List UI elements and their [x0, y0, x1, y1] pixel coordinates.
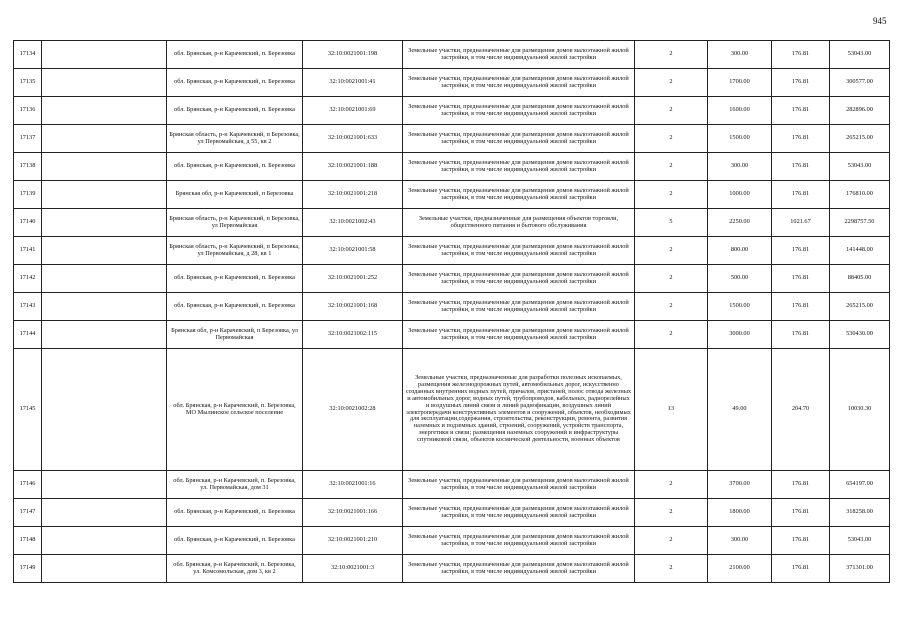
area-cell: 49.00: [708, 349, 772, 471]
address-cell: Брянская область, р-н Карачевский, п Березовка, ул Первомайская: [167, 209, 303, 237]
area-cell: 1000.00: [708, 181, 772, 209]
cadastral-number-cell: 32:10:0021002:115: [303, 321, 403, 349]
land-use-purpose-cell: Земельные участки, предназначенные для размещения домов малоэтажной жилой застройки, в том числе индивидуальной жилой застройки: [403, 97, 635, 125]
specific-value-cell: 176.81: [772, 499, 830, 527]
spacer-cell: [42, 471, 167, 499]
land-use-purpose-cell: Земельные участки, предназначенные для размещения домов малоэтажной жилой застройки, в том числе индивидуальной жилой застройки: [403, 321, 635, 349]
address-cell: обл. Брянская, р-н Карачевский, п. Березовка, ул. Комсомольская, дом 3, кв 2: [167, 555, 303, 583]
spacer-cell: [42, 97, 167, 125]
table-row: [14, 293, 890, 321]
group-number-cell: 2: [635, 41, 708, 69]
area-cell: 300.00: [708, 153, 772, 181]
area-cell: 500.00: [708, 265, 772, 293]
specific-value-cell: 176.81: [772, 97, 830, 125]
cadastral-number-cell: 32:10:0021001:58: [303, 237, 403, 265]
table-row: [14, 181, 890, 209]
row-id-cell: 17139: [14, 181, 42, 209]
table-row: [14, 69, 890, 97]
area-cell: 800.00: [708, 237, 772, 265]
group-number-cell: 2: [635, 321, 708, 349]
address-cell: обл. Брянская, р-н Карачевский, п. Березовка: [167, 69, 303, 97]
spacer-cell: [42, 41, 167, 69]
cadastral-number-cell: 32:10:0021001:252: [303, 265, 403, 293]
area-cell: 1700.00: [708, 69, 772, 97]
cadastral-value-cell: 176810.00: [830, 181, 890, 209]
cadastral-value-cell: 141448.00: [830, 237, 890, 265]
group-number-cell: 2: [635, 125, 708, 153]
area-cell: 3000.00: [708, 321, 772, 349]
table-row: [14, 237, 890, 265]
address-cell: Брянская область, р-н Карачевский, п Березовка, ул Первомайская, д 55, кв 2: [167, 125, 303, 153]
spacer-cell: [42, 181, 167, 209]
land-use-purpose-cell: Земельные участки, предназначенные для размещения домов малоэтажной жилой застройки, в том числе индивидуальной жилой застройки: [403, 153, 635, 181]
table-row: [14, 125, 890, 153]
specific-value-cell: 176.81: [772, 181, 830, 209]
specific-value-cell: 176.81: [772, 265, 830, 293]
row-id-cell: 17142: [14, 265, 42, 293]
spacer-cell: [42, 349, 167, 471]
address-cell: обл. Брянская, р-н Карачевский, п. Березовка: [167, 265, 303, 293]
group-number-cell: 5: [635, 209, 708, 237]
address-cell: обл. Брянская, р-н Карачевский, п. Березовка: [167, 527, 303, 555]
group-number-cell: 2: [635, 293, 708, 321]
address-cell: Брянская область, р-н Карачевский, п Березовка, ул Первомайская, д 28, кв 1: [167, 237, 303, 265]
cadastral-value-cell: 53043.00: [830, 41, 890, 69]
land-use-purpose-cell: Земельные участки, предназначенные для размещения домов малоэтажной жилой застройки, в том числе индивидуальной жилой застройки: [403, 527, 635, 555]
cadastral-number-cell: 32:10:0021001:69: [303, 97, 403, 125]
land-plots-table: [13, 40, 890, 583]
row-id-cell: 17143: [14, 293, 42, 321]
specific-value-cell: 1021.67: [772, 209, 830, 237]
group-number-cell: 2: [635, 237, 708, 265]
table-body: [14, 41, 890, 583]
spacer-cell: [42, 209, 167, 237]
table-row: [14, 527, 890, 555]
group-number-cell: 2: [635, 527, 708, 555]
row-id-cell: 17136: [14, 97, 42, 125]
table-row: [14, 41, 890, 69]
group-number-cell: 2: [635, 499, 708, 527]
area-cell: 1500.00: [708, 125, 772, 153]
address-cell: Брянская обл, р-н Карачевский, п Березовка: [167, 181, 303, 209]
table-row: [14, 321, 890, 349]
group-number-cell: 2: [635, 69, 708, 97]
cadastral-value-cell: 53043.00: [830, 153, 890, 181]
land-use-purpose-cell: Земельные участки, предназначенные для размещения домов малоэтажной жилой застройки, в том числе индивидуальной жилой застройки: [403, 293, 635, 321]
cadastral-value-cell: 318258.00: [830, 499, 890, 527]
group-number-cell: 13: [635, 349, 708, 471]
cadastral-number-cell: 32:10:0021001:41: [303, 69, 403, 97]
land-use-purpose-cell: Земельные участки, предназначенные для размещения домов малоэтажной жилой застройки, в том числе индивидуальной жилой застройки: [403, 499, 635, 527]
address-cell: обл. Брянская, р-н Карачевский, п. Березовка: [167, 153, 303, 181]
area-cell: 300.00: [708, 527, 772, 555]
area-cell: 2100.00: [708, 555, 772, 583]
land-use-purpose-cell: Земельные участки, предназначенные для размещения объектов торговли, общественного питания и бытового обслуживания: [403, 209, 635, 237]
cadastral-number-cell: 32:10:0021001:218: [303, 181, 403, 209]
spacer-cell: [42, 527, 167, 555]
spacer-cell: [42, 321, 167, 349]
cadastral-value-cell: 282896.00: [830, 97, 890, 125]
address-cell: обл. Брянская, р-н Карачевский, п. Березовка, МО Мылинское сельское поселение: [167, 349, 303, 471]
spacer-cell: [42, 153, 167, 181]
specific-value-cell: 176.81: [772, 293, 830, 321]
row-id-cell: 17140: [14, 209, 42, 237]
cadastral-number-cell: 32:10:0021001:168: [303, 293, 403, 321]
spacer-cell: [42, 237, 167, 265]
cadastral-value-cell: 265215.00: [830, 125, 890, 153]
address-cell: обл. Брянская, р-н Карачевский, п. Березовка: [167, 293, 303, 321]
table-row: [14, 153, 890, 181]
cadastral-number-cell: 32:10:0021001:16: [303, 471, 403, 499]
spacer-cell: [42, 555, 167, 583]
address-cell: Брянская обл, р-н Карачевский, п Березовка, ул Первомайская: [167, 321, 303, 349]
land-use-purpose-cell: Земельные участки, предназначенные для разработки полезных ископаемых, размещения железнодорожных путей, автомобильных дорог, искусственно созданных внутренних водных путей, причалов, пристаней, полос отвода железных и автомобильных дорог, водных путей, трубопроводов, кабельных, радиорелейных и воздушных линий связи и линий радиофикации, воздушных линий электропередачи конструктивных элементов и сооружений, объектов, необходимых для эксплуатации,содержания, строительства, реконструкции, ремонта, развития наземных и подземных зданий, строений, сооружений, устройств транспорта, энергетики и связи; размещения наземных сооружений и инфраструктуры спутниковой связи, объектов космической деятельности, военных объектов: [403, 349, 635, 471]
land-use-purpose-cell: Земельные участки, предназначенные для размещения домов малоэтажной жилой застройки, в том числе индивидуальной жилой застройки: [403, 555, 635, 583]
area-cell: 1600.00: [708, 97, 772, 125]
area-cell: 300.00: [708, 41, 772, 69]
cadastral-value-cell: 530430.00: [830, 321, 890, 349]
spacer-cell: [42, 293, 167, 321]
row-id-cell: 17146: [14, 471, 42, 499]
specific-value-cell: 176.81: [772, 237, 830, 265]
row-id-cell: 17149: [14, 555, 42, 583]
table-row: [14, 265, 890, 293]
cadastral-value-cell: 2298757.50: [830, 209, 890, 237]
group-number-cell: 2: [635, 471, 708, 499]
table-row: [14, 209, 890, 237]
row-id-cell: 17141: [14, 237, 42, 265]
cadastral-number-cell: 32:10:0021001:210: [303, 527, 403, 555]
specific-value-cell: 176.81: [772, 471, 830, 499]
group-number-cell: 2: [635, 265, 708, 293]
row-id-cell: 17148: [14, 527, 42, 555]
area-cell: 3700.00: [708, 471, 772, 499]
cadastral-value-cell: 371301.00: [830, 555, 890, 583]
area-cell: 1500.00: [708, 293, 772, 321]
specific-value-cell: 176.81: [772, 527, 830, 555]
spacer-cell: [42, 125, 167, 153]
cadastral-value-cell: 88405.00: [830, 265, 890, 293]
specific-value-cell: 176.81: [772, 321, 830, 349]
row-id-cell: 17138: [14, 153, 42, 181]
cadastral-value-cell: 10030.30: [830, 349, 890, 471]
land-use-purpose-cell: Земельные участки, предназначенные для размещения домов малоэтажной жилой застройки, в том числе индивидуальной жилой застройки: [403, 181, 635, 209]
land-use-purpose-cell: Земельные участки, предназначенные для размещения домов малоэтажной жилой застройки, в том числе индивидуальной жилой застройки: [403, 125, 635, 153]
land-use-purpose-cell: Земельные участки, предназначенные для размещения домов малоэтажной жилой застройки, в том числе индивидуальной жилой застройки: [403, 265, 635, 293]
spacer-cell: [42, 69, 167, 97]
row-id-cell: 17134: [14, 41, 42, 69]
spacer-cell: [42, 265, 167, 293]
land-use-purpose-cell: Земельные участки, предназначенные для размещения домов малоэтажной жилой застройки, в том числе индивидуальной жилой застройки: [403, 41, 635, 69]
cadastral-number-cell: 32:10:0021002:28: [303, 349, 403, 471]
land-use-purpose-cell: Земельные участки, предназначенные для размещения домов малоэтажной жилой застройки, в том числе индивидуальной жилой застройки: [403, 471, 635, 499]
cadastral-value-cell: 654197.00: [830, 471, 890, 499]
table-row: [14, 499, 890, 527]
group-number-cell: 2: [635, 555, 708, 583]
area-cell: 1800.00: [708, 499, 772, 527]
specific-value-cell: 176.81: [772, 153, 830, 181]
cadastral-number-cell: 32:10:0021001:188: [303, 153, 403, 181]
page-number: 945: [873, 16, 887, 26]
table-row: [14, 555, 890, 583]
table-row: [14, 97, 890, 125]
cadastral-number-cell: 32:10:0021001:198: [303, 41, 403, 69]
specific-value-cell: 176.81: [772, 555, 830, 583]
specific-value-cell: 176.81: [772, 41, 830, 69]
row-id-cell: 17135: [14, 69, 42, 97]
specific-value-cell: 176.81: [772, 125, 830, 153]
row-id-cell: 17147: [14, 499, 42, 527]
cadastral-value-cell: 53043.00: [830, 527, 890, 555]
cadastral-value-cell: 300577.00: [830, 69, 890, 97]
table-row: [14, 471, 890, 499]
spacer-cell: [42, 499, 167, 527]
specific-value-cell: 204.70: [772, 349, 830, 471]
address-cell: обл. Брянская, р-н Карачевский, п. Березовка: [167, 499, 303, 527]
address-cell: обл. Брянская, р-н Карачевский, п. Березовка, ул. Первомайская, дом 31: [167, 471, 303, 499]
cadastral-value-cell: 265215.00: [830, 293, 890, 321]
address-cell: обл. Брянская, р-н Карачевский, п. Березовка: [167, 41, 303, 69]
cadastral-number-cell: 32:10:0021002:43: [303, 209, 403, 237]
cadastral-number-cell: 32:10:0021001:3: [303, 555, 403, 583]
group-number-cell: 2: [635, 153, 708, 181]
address-cell: обл. Брянская, р-н Карачевский, п. Березовка: [167, 97, 303, 125]
row-id-cell: 17144: [14, 321, 42, 349]
row-id-cell: 17145: [14, 349, 42, 471]
specific-value-cell: 176.81: [772, 69, 830, 97]
group-number-cell: 2: [635, 181, 708, 209]
land-use-purpose-cell: Земельные участки, предназначенные для размещения домов малоэтажной жилой застройки, в том числе индивидуальной жилой застройки: [403, 69, 635, 97]
land-use-purpose-cell: Земельные участки, предназначенные для размещения домов малоэтажной жилой застройки, в том числе индивидуальной жилой застройки: [403, 237, 635, 265]
cadastral-number-cell: 32:10:0021001:166: [303, 499, 403, 527]
group-number-cell: 2: [635, 97, 708, 125]
table-row: [14, 349, 890, 471]
cadastral-number-cell: 32:10:0021001:633: [303, 125, 403, 153]
area-cell: 2250.00: [708, 209, 772, 237]
row-id-cell: 17137: [14, 125, 42, 153]
